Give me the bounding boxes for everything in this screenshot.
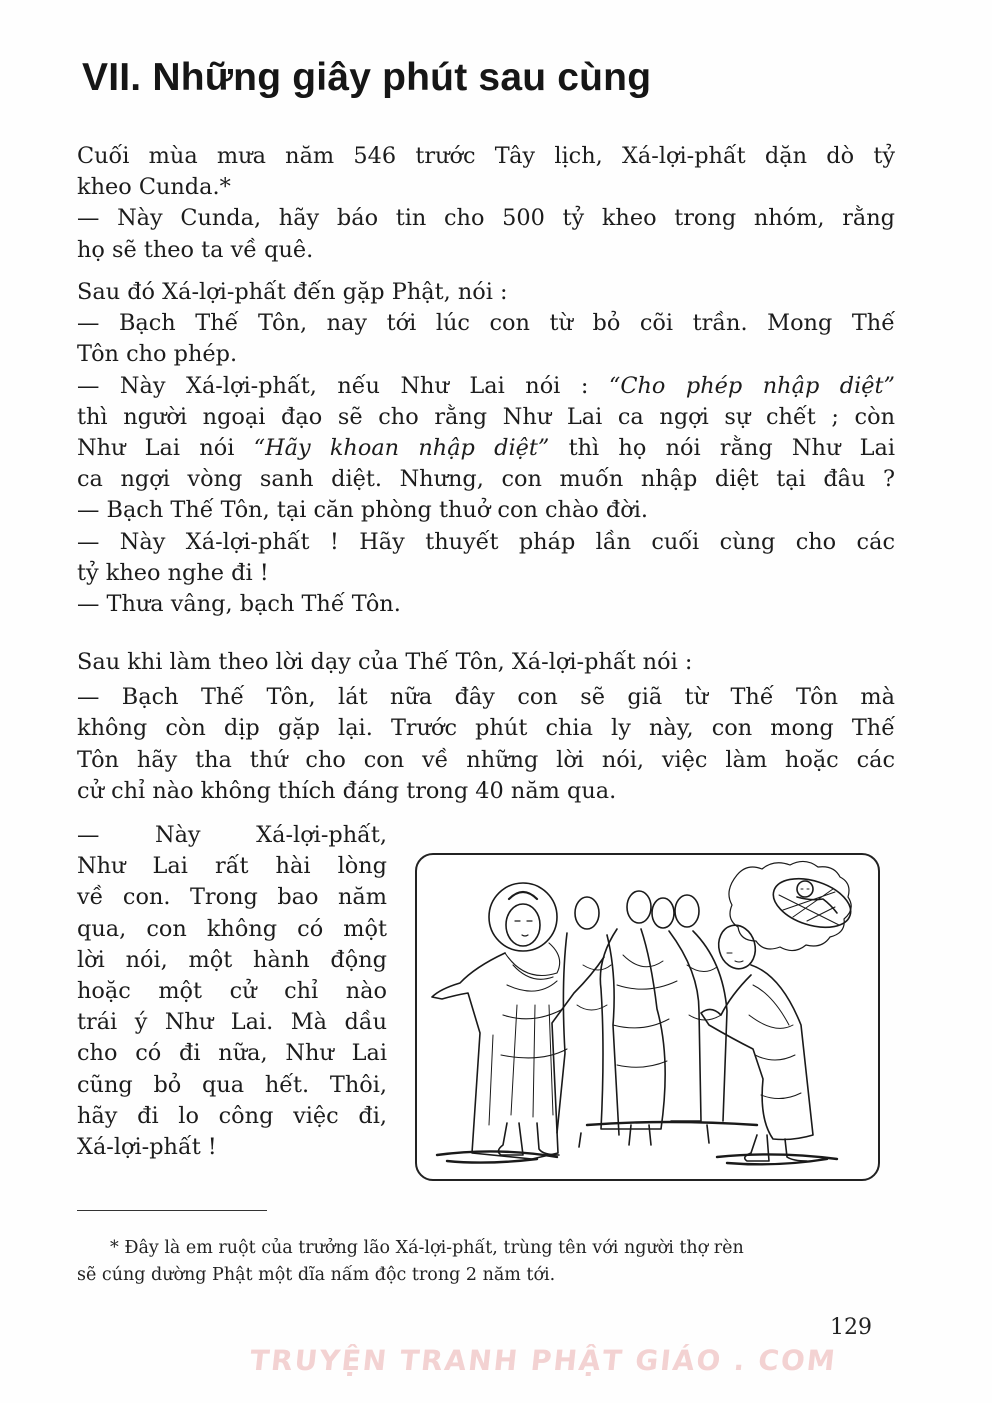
italic-quote: “Hãy khoan nhập diệt”: [253, 435, 550, 462]
chapter-title: VII. Những giây phút sau cùng: [82, 56, 652, 99]
text-line: không còn dịp gặp lại. Trước phút chia ly này, con mong Thế: [77, 715, 895, 742]
text-line: — Này Xá-lợi-phất,: [77, 822, 387, 848]
text-line-with-quote: [77, 433, 895, 464]
text-line: trái ý Như Lai. Mà dầu: [77, 1009, 387, 1036]
text-line: cử chỉ nào không thích đáng trong 40 năm qua.: [77, 777, 617, 804]
thought-bubble-icon: [729, 861, 857, 950]
text-line: hãy đi lo công việc đi,: [77, 1102, 387, 1129]
footnote-line: sẽ cúng dường Phật một dĩa nấm độc trong 2 năm tới.: [77, 1265, 556, 1285]
text-line: Như Lai rất hài lòng: [77, 853, 387, 880]
text-line: Tôn cho phép.: [77, 341, 238, 368]
text-segment: — Này Xá-lợi-phất, nếu Như Lai nói :: [77, 372, 609, 399]
paragraph-2: [77, 277, 895, 620]
text-line: tỷ kheo nghe đi !: [77, 559, 269, 586]
text-segment: thì họ nói rằng Như Lai: [549, 435, 895, 462]
footnote: [77, 1235, 887, 1289]
text-line-with-quote: [77, 371, 895, 402]
text-line: qua, con không có một: [77, 915, 387, 942]
italic-quote: “Cho phép nhập diệt”: [608, 372, 895, 399]
footnote-line: * Đây là em ruột của trưởng lão Xá-lợi-phất, trùng tên với người thợ rèn: [110, 1238, 744, 1258]
text-line: — Này Cunda, hãy báo tin cho 500 tỷ kheo trong nhóm, rằng: [77, 205, 895, 232]
text-line: — Bạch Thế Tôn, nay tới lúc con từ bỏ cõi trần. Mong Thế: [77, 310, 895, 337]
text-line: thì người ngoại đạo sẽ cho rằng Như Lai ca ngợi sự chết ; còn: [77, 403, 895, 430]
text-line: — Thưa vâng, bạch Thế Tôn.: [77, 591, 401, 618]
text-line: — Bạch Thế Tôn, tại căn phòng thuở con chào đời.: [77, 497, 648, 524]
paragraph-1: [77, 141, 895, 266]
footnote-divider: [77, 1210, 267, 1211]
monks-group-icon: [557, 891, 727, 1147]
text-line: kheo Cunda.*: [77, 174, 231, 201]
text-line: Cuối mùa mưa năm 546 trước Tây lịch, Xá-lợi-phất dặn dò tỷ: [77, 143, 895, 169]
text-line: Sau khi làm theo lời dạy của Thế Tôn, Xá-lợi-phất nói :: [77, 649, 693, 675]
text-line: họ sẽ theo ta về quê.: [77, 236, 314, 263]
text-line: Sau đó Xá-lợi-phất đến gặp Phật, nói :: [77, 279, 508, 305]
text-line: cũng bỏ qua hết. Thôi,: [77, 1071, 387, 1098]
text-line: Tôn hãy tha thứ cho con về những lời nói, việc làm hoặc các: [77, 746, 895, 773]
text-segment: Như Lai nói: [77, 435, 254, 462]
paragraph-4: [77, 820, 387, 1163]
text-line: lời nói, một hành động: [77, 946, 387, 973]
illustration-buddha-and-monks: [415, 853, 880, 1181]
text-line: về con. Trong bao năm: [77, 884, 387, 911]
watermark: TRUYỆN TRANH PHẬT GIÁO . COM: [248, 1344, 839, 1377]
text-line: cho có đi nữa, Như Lai: [77, 1040, 387, 1067]
text-line: ca ngợi vòng sanh diệt. Nhưng, con muốn nhập diệt tại đâu ?: [77, 466, 895, 493]
line-drawing-icon: [417, 855, 880, 1181]
text-line: hoặc một cử chỉ nào: [77, 978, 387, 1005]
page-number: 129: [830, 1315, 872, 1340]
text-line: — Bạch Thế Tôn, lát nữa đây con sẽ giã từ Thế Tôn mà: [77, 684, 895, 711]
text-line: Xá-lợi-phất !: [77, 1134, 217, 1161]
paragraph-3: [77, 647, 895, 807]
text-line: — Này Xá-lợi-phất ! Hãy thuyết pháp lần cuối cùng cho các: [77, 528, 895, 555]
